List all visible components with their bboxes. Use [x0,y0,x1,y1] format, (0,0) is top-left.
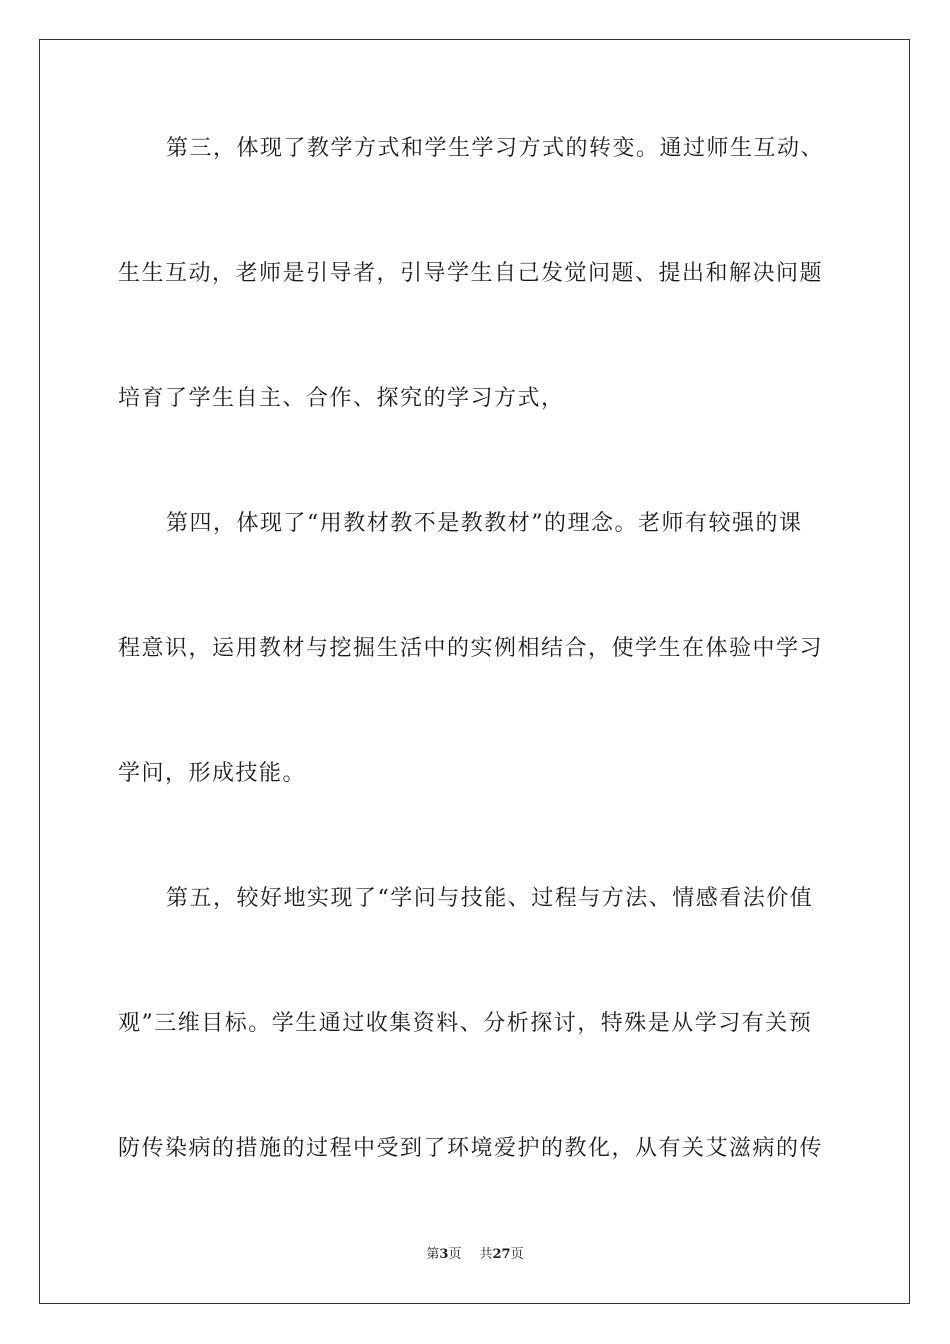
paragraph-1-line-3: 培育了学生自主、合作、探究的学习方式， [118,386,565,411]
paragraph-3-line-3: 防传染病的措施的过程中受到了环境爱护的教化，从有关艾滋病的传 [118,1136,824,1161]
footer-total-prefix: 共 [479,1247,493,1262]
footer-page-number: 3 [439,1247,449,1262]
page-footer [0,1246,950,1264]
footer-total-suffix: 页 [510,1247,524,1262]
paragraph-2-line-3: 学问，形成技能。 [118,761,307,786]
footer-page-prefix: 第 [426,1247,440,1262]
paragraph-1-line-1: 第三，体现了教学方式和学生学习方式的转变。通过师生互动、 [166,136,825,161]
paragraph-2-line-1: 第四，体现了“用教材教不是教教材”的理念。老师有较强的课 [166,511,803,536]
paragraph-2-line-2: 程意识，运用教材与挖掘生活中的实例相结合，使学生在体验中学习 [118,636,824,661]
paragraph-3-line-2: 观”三维目标。学生通过收集资料、分析探讨，特殊是从学习有关预 [118,1011,813,1036]
footer-page-suffix: 页 [448,1247,462,1262]
page-border [39,39,910,1304]
paragraph-1-line-2: 生生互动，老师是引导者，引导学生自己发觉问题、提出和解决问题 [118,261,824,286]
paragraph-3-line-1: 第五，较好地实现了“学问与技能、过程与方法、情感看法价值 [166,886,814,911]
footer-total-pages: 27 [492,1247,511,1262]
